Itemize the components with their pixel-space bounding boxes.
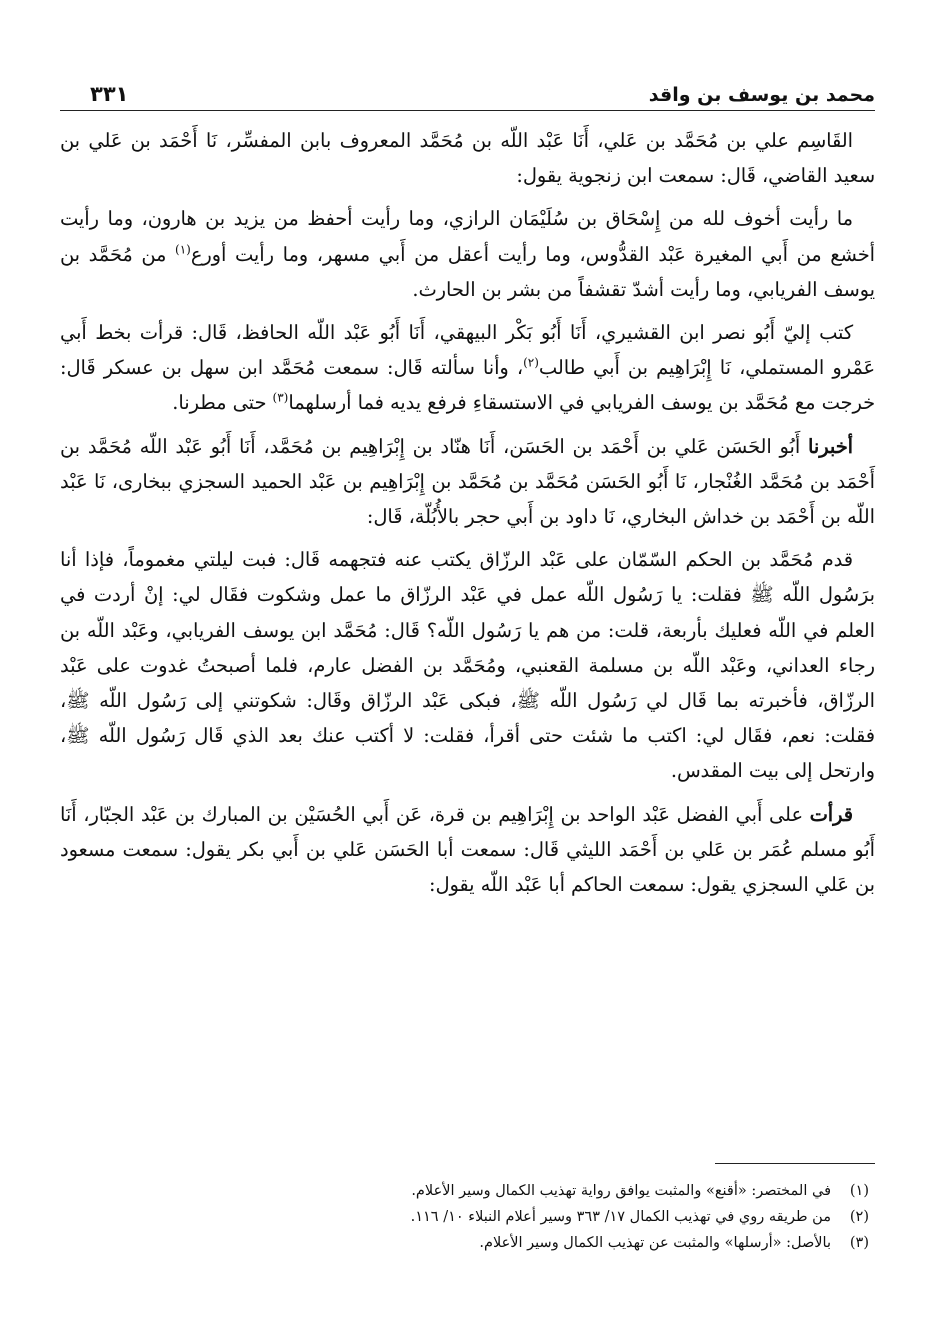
paragraph: [60, 201, 875, 307]
paragraph-text-continued: من مُحَمَّد بن يوسف الفريابي، وما رأيت أشدّ تقشفاً من بشر بن الحارث.: [60, 242, 875, 301]
paragraph-text: ما رأيت أخوف لله من إِسْحَاق بن سُلَيْمَان الرازي، وما رأيت أحفظ من يزيد بن هارون، وما رأيت أخشع من أَبي المغيرة عَبْد القدُّوس، وما رأيت أعقل من أَبي مسهر، وما رأيت أورع: [60, 207, 875, 266]
footnote-text: بالأصل: «أرسلها» والمثبت عن تهذيب الكمال وسير الأعلام.: [479, 1235, 831, 1251]
paragraph-text-continued: حتى مطرنا.: [172, 391, 273, 415]
main-text: [60, 123, 875, 902]
paragraph-text: على أَبي الفضل عَبْد الواحد بن إِبْرَاهِيم بن قرة، عَن أَبي الحُسَيْن بن المبارك بن عَبْد الجبّار، أَنَا أَبُو مسلم عُمَر بن عَلي بن أَحْمَد الليثي قَال: سمعت أبا الحَسَن عَلي بن أَبي بكر يقول: سمعت مسعود بن عَلي السجزي يقول: سمعت الحاكم أبا عَبْد اللّه يقول:: [60, 802, 875, 897]
paragraph: [60, 542, 875, 788]
book-page: [60, 80, 875, 1300]
footnote-divider: [715, 1163, 875, 1164]
footnote: [60, 1178, 875, 1204]
page-number: ٣٣١: [90, 82, 129, 106]
footnote: [60, 1230, 875, 1256]
paragraph: [60, 429, 875, 535]
footnotes-section: [60, 1163, 875, 1256]
footnote-marker: (١): [175, 242, 191, 257]
footnote-marker: (٢): [523, 355, 539, 370]
paragraph-text: أَبُو الحَسَن عَلي بن أَحْمَد بن الحَسَن، أَنَا هنّاد بن إِبْرَاهِيم بن مُحَمَّد، أَنَا أَبُو عَبْد اللّه مُحَمَّد بن أَحْمَد بن مُحَمَّد الغُنْجار، نَا أَبُو الحَسَن مُحَمَّد بن مُحَمَّد بن إِبْرَاهِيم بن عَبْد الحميد السجزي ببخارى، نَا عَبْد اللّه بن أَحْمَد بن خداش البخاري، نَا داود بن أَبي حجر بالأُبُلّة، قَال:: [60, 434, 875, 529]
paragraph-text: قدم مُحَمَّد بن الحكم السّمّان على عَبْد الرزّاق يكتب عنه فتجهمه قَال: فبت ليلتي مغموماً، فإذا أنا برَسُول اللّه ﷺ فقلت: يا رَسُول اللّه عمل في عَبْد الرزّاق ما عمل وشكوت فقَال لي: إنْ أردت في العلم في اللّه فعليك بأربعة، قلت: من هم يا رَسُول اللّه؟ قَال: مُحَمَّد ابن يوسف الفريابي، وعَبْد اللّه بن رجاء العداني، وعَبْد اللّه بن مسلمة القعنبي، ومُحَمَّد بن الفضل عارم، فلما أصبحتُ غدوت على عَبْد الرزّاق، فأخبرته بما قَال لي رَسُول اللّه ﷺ، فبكى عَبْد الرزّاق وقَال: شكوتني إلى رَسُول اللّه ﷺ، فقلت: نعم، فقَال لي: اكتب ما شئت حتى أقرأ، فقلت: لا أكتب عنك بعد الذي قَال رَسُول اللّه ﷺ، وارتحل إلى بيت المقدس.: [60, 548, 875, 783]
footnote-number: (٣): [849, 1235, 869, 1251]
footnote-text: من طريقه روي في تهذيب الكمال ١٧/ ٣٦٣ وسير أعلام النبلاء ١٠/ ١١٦.: [410, 1209, 831, 1225]
paragraph-lead-word: أخبرنا: [808, 434, 853, 458]
footnote-number: (١): [849, 1183, 869, 1199]
running-title: محمد بن يوسف بن واقد: [648, 84, 875, 106]
footnote-text: في المختصر: «أقنع» والمثبت يوافق رواية تهذيب الكمال وسير الأعلام.: [411, 1183, 831, 1199]
footnote: [60, 1204, 875, 1230]
paragraph-text-continued: ، وأنا سألته قَال: سمعت مُحَمَّد ابن سهل بن عسكر قَال: خرجت مع مُحَمَّد بن يوسف الفريابي في الاستسقاءِ فرفع يديه فما أرسلهما: [60, 356, 875, 415]
footnote-number: (٢): [849, 1209, 869, 1225]
paragraph: [60, 315, 875, 421]
paragraph-text: القَاسِم علي بن مُحَمَّد بن عَلي، أَنَا عَبْد اللّه بن مُحَمَّد المعروف بابن المفسِّر، نَا أَحْمَد بن عَلي بن سعيد القاضي، قَال: سمعت ابن زنجوية يقول:: [60, 129, 875, 188]
paragraph-lead-word: قرأت: [809, 802, 853, 826]
paragraph: [60, 797, 875, 903]
page-header: [60, 80, 875, 111]
paragraph: [60, 123, 875, 193]
footnote-marker: (٣): [272, 391, 289, 405]
paragraph-text: كتب إليّ أَبُو نصر ابن القشيري، أَنَا أَبُو بَكْر البيهقي، أَنَا أَبُو عَبْد اللّه الحافظ، قَال: قرأت بخط أَبي عَمْرو المستملي، نَا إِبْرَاهِيم بن أَبي طالب: [60, 321, 875, 380]
